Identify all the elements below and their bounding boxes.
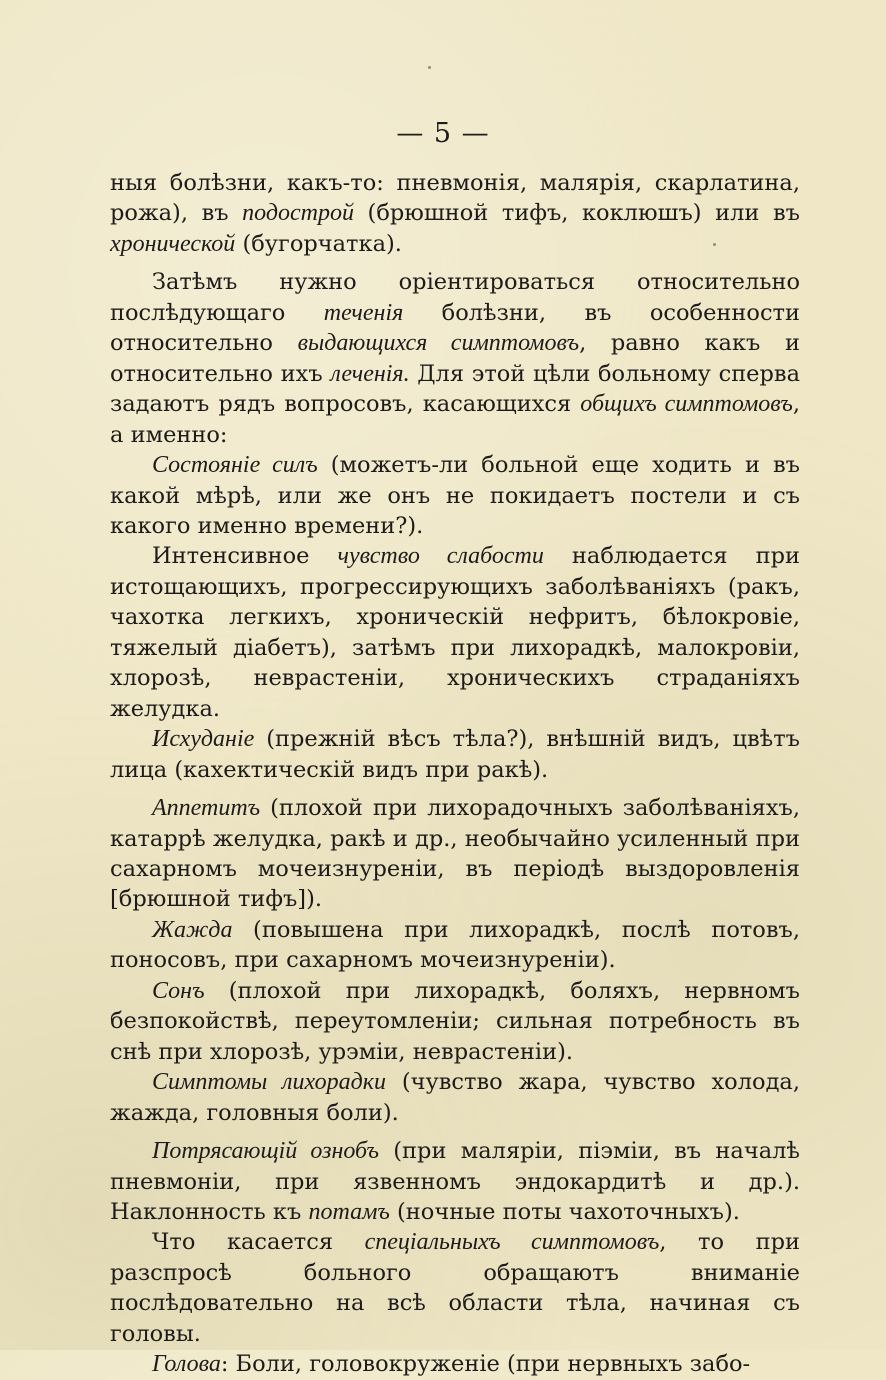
italic-term: общихъ симптомовъ — [580, 391, 793, 418]
italic-term: Симптомы лихорадки — [152, 1069, 386, 1096]
text-run: (плохой при лихорадочныхъ заболѣваніяхъ, катаррѣ желудка, ракѣ и др., необычайно усиленный при сахарномъ мочеизнуреніи, въ періодѣ выздоровленія [брюшной тифъ]). — [110, 795, 800, 913]
paper-speck — [713, 243, 716, 246]
text-run: ныя болѣзни, какъ-то: пневмонія, малярія, скарлатина, рожа), въ — [110, 170, 800, 227]
paragraph-head — [110, 1349, 800, 1379]
italic-term: Аппетитъ — [152, 795, 261, 822]
text-run: (плохой при лихорадкѣ, боляхъ, нервномъ безпокойствѣ, переутомленіи; сильная потребность въ снѣ при хлорозѣ, урэміи, неврастеніи). — [110, 977, 800, 1065]
paragraph-fever-symptoms — [110, 1067, 800, 1128]
paragraph-thirst — [110, 915, 800, 976]
paragraph-emaciation — [110, 724, 800, 785]
text-run: наблюдается при истощающихъ, прогрессирующихъ заболѣваніяхъ (ракъ, чахотка легкихъ, хроническій нефритъ, бѣлокровіе, тяжелый діабетъ), затѣмъ при лихорадкѣ, малокровіи, хлорозѣ, неврастеніи, хроническихъ страданіяхъ желудка. — [110, 543, 801, 722]
paragraph-appetite — [110, 793, 800, 915]
italic-term: чувство слабости — [337, 543, 544, 570]
italic-term: выдающихся симптомовъ — [297, 330, 580, 357]
paragraph-course-of-disease — [110, 267, 800, 450]
paper-speck — [428, 66, 431, 69]
paragraph-special-symptoms — [110, 1227, 800, 1349]
text-run: (брюшной тифъ, коклюшъ) или въ — [353, 200, 800, 227]
text-run: , то при разспросѣ больного обращаютъ вниманіе послѣдовательно на всѣ области тѣла, начиная съ головы. — [110, 1229, 800, 1347]
italic-term: леченія. — [330, 360, 410, 387]
text-run: (чувство жара, чувство холода, жажда, головныя боли). — [110, 1069, 800, 1126]
text-run: (ночные поты чахоточныхъ). — [389, 1198, 740, 1225]
italic-term: теченія — [323, 299, 404, 326]
body-text — [110, 168, 800, 1380]
paragraph-weakness — [110, 541, 800, 724]
text-run: (бугорчатка). — [235, 230, 402, 257]
italic-term: спеціальныхъ симптомовъ — [364, 1229, 660, 1256]
text-run: Для этой цѣли больному сперва задаютъ рядъ вопросовъ, касающихся — [110, 360, 800, 418]
italic-term: потамъ — [308, 1198, 390, 1225]
text-run: : Боли, головокруженіе (при нервныхъ забо- — [220, 1351, 751, 1378]
text-run: Что касается — [152, 1229, 365, 1256]
italic-term: хронической — [110, 230, 236, 257]
italic-term: Состояніе силъ — [152, 452, 318, 479]
paragraph-sleep — [110, 976, 800, 1067]
paragraph-strength — [110, 450, 800, 541]
italic-term: Голова — [152, 1351, 221, 1378]
italic-term: Сонъ — [152, 977, 205, 1004]
text-run: (прежній вѣсъ тѣла?), внѣшній видъ, цвѣтъ лица (кахектическій видъ при ракѣ). — [110, 726, 800, 783]
text-run: , а именно: — [110, 391, 800, 448]
paragraph-continuation — [110, 168, 800, 259]
paragraph-chills — [110, 1136, 800, 1227]
page-number: — 5 — — [396, 118, 490, 149]
text-run: Интенсивное — [152, 543, 338, 570]
text-run: болѣзни, въ особенности относительно — [110, 299, 800, 357]
italic-term: подострой — [242, 200, 354, 227]
text-run: (повышена при лихорадкѣ, послѣ потовъ, поносовъ, при сахарномъ мочеизнуреніи). — [110, 916, 800, 974]
italic-term: Исхуданіе — [152, 726, 255, 753]
text-run: (при маляріи, піэміи, въ началѣ пневмоніи, при язвенномъ эндокардитѣ и др.). Наклонность къ — [110, 1138, 800, 1225]
italic-term: Потрясающій ознобъ — [152, 1138, 379, 1165]
text-run: (можетъ-ли больной еще ходить и въ какой мѣрѣ, или же онъ не покидаетъ постели и съ какого именно времени?). — [110, 452, 800, 539]
text-run: Затѣмъ нужно оріентироваться относительно послѣдующаго — [110, 269, 800, 326]
text-run: , равно какъ и относительно ихъ — [110, 330, 800, 387]
italic-term: Жажда — [152, 916, 233, 943]
